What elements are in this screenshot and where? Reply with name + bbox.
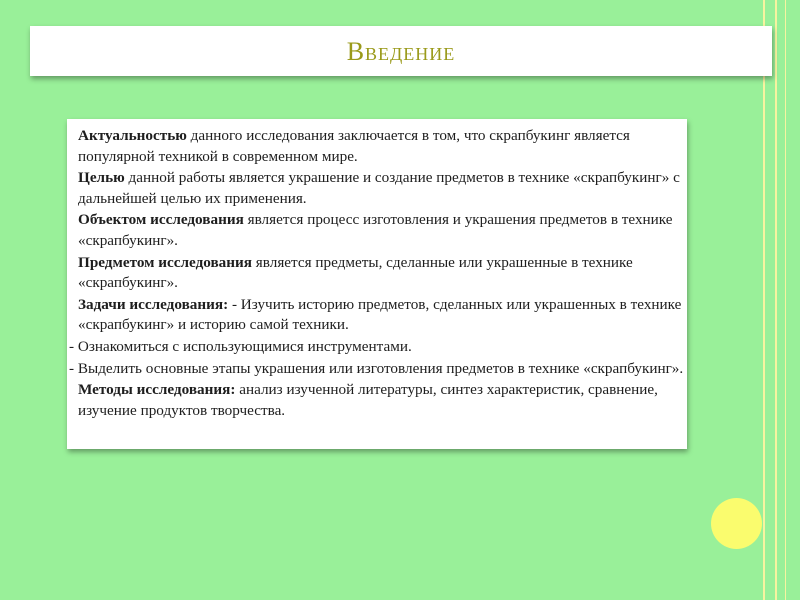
term-methods: Методы исследования: bbox=[78, 381, 236, 399]
term-object: Объектом исследования bbox=[78, 211, 244, 229]
content-box bbox=[67, 119, 687, 449]
content-text bbox=[69, 126, 684, 422]
text-goal: данной работы является украшение и создание предметов в технике «скрапбукинг» с дальнейшей целью их применения. bbox=[78, 169, 680, 207]
text-methods: анализ изученной литературы, синтез характеристик, сравнение, изучение продуктов творчества. bbox=[78, 381, 658, 419]
slide-title: Введение bbox=[346, 37, 456, 66]
paragraph-relevance bbox=[78, 126, 684, 167]
text-tasks: - Изучить историю предметов, сделанных или украшенных в технике «скрапбукинг» и историю самой техники. bbox=[78, 295, 682, 334]
paragraph-goal bbox=[78, 168, 684, 209]
paragraph-object bbox=[78, 210, 684, 251]
text-relevance: данного исследования заключается в том, что скрапбукинг является популярной техникой в современном мире. bbox=[78, 127, 630, 165]
frame-line bbox=[785, 0, 786, 600]
term-tasks: Задачи исследования: bbox=[78, 295, 229, 313]
frame-line bbox=[763, 0, 765, 600]
term-subject: Предметом исследования bbox=[78, 253, 252, 271]
term-goal: Целью bbox=[78, 169, 125, 187]
decorative-circle bbox=[711, 498, 762, 549]
term-relevance: Актуальностью bbox=[78, 127, 187, 144]
paragraph-tasks bbox=[78, 295, 684, 336]
text-object: является процесс изготовления и украшения предметов в технике «скрапбукинг». bbox=[78, 211, 673, 249]
bullet-item: - Ознакомиться с использующимися инструментами. bbox=[69, 337, 412, 355]
text-subject: является предметы, сделанные или украшенные в технике «скрапбукинг». bbox=[78, 253, 633, 292]
title-box bbox=[30, 26, 772, 76]
frame-line bbox=[775, 0, 777, 600]
paragraph-subject bbox=[78, 253, 684, 294]
bullet-item: - Выделить основные этапы украшения или изготовления предметов в технике «скрапбукинг». bbox=[69, 359, 684, 377]
paragraph-methods bbox=[78, 380, 684, 421]
